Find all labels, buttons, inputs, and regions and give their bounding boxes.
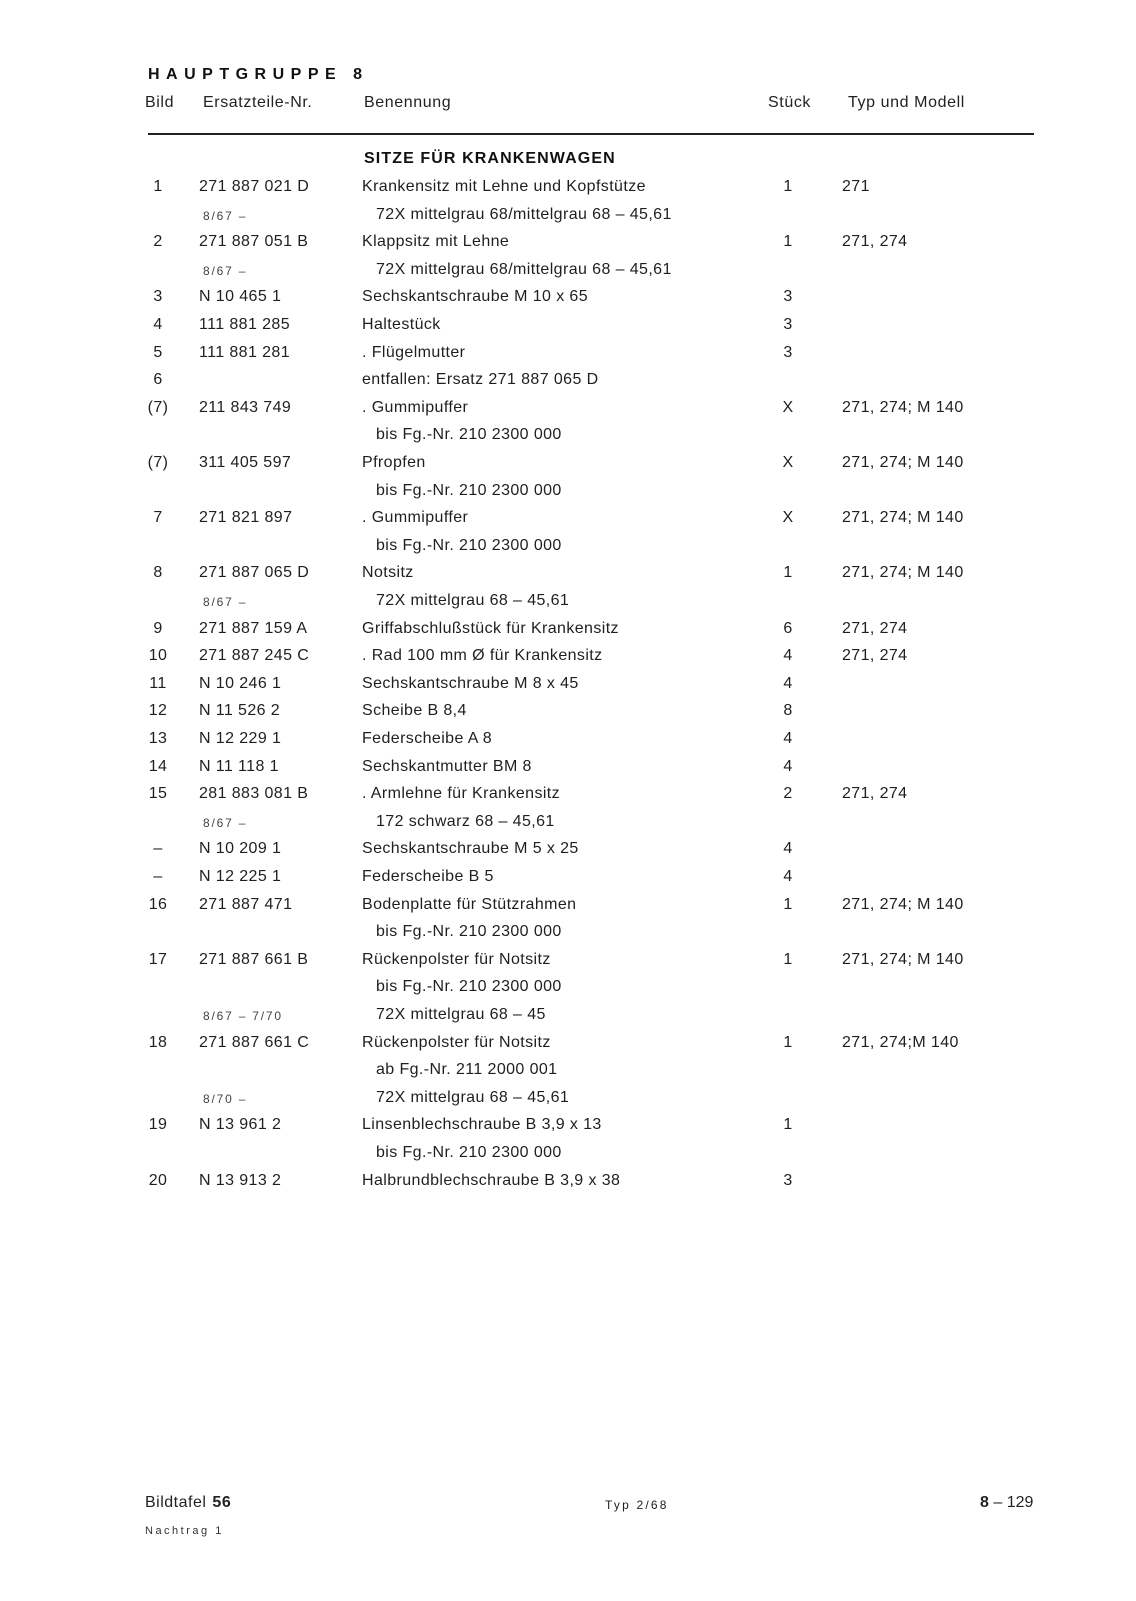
table-row <box>0 454 1136 478</box>
table-row <box>0 564 1136 588</box>
part-number-cell: N 13 913 2 <box>199 1171 282 1189</box>
group-title: HAUPTGRUPPE 8 <box>148 66 369 83</box>
quantity-cell: X <box>782 454 794 471</box>
part-number-cell: 271 887 661 B <box>199 950 309 968</box>
part-number-cell: 281 883 081 B <box>199 785 309 803</box>
description-cell: . Gummipuffer <box>362 398 469 416</box>
quantity-cell: 2 <box>783 785 793 803</box>
table-row <box>0 675 1136 699</box>
table-row <box>0 620 1136 644</box>
description-cell: Haltestück <box>362 316 441 333</box>
description-cell: bis Fg.-Nr. 210 2300 000 <box>376 1144 562 1161</box>
table-subrow <box>0 1061 1136 1085</box>
quantity-cell: 3 <box>783 316 793 333</box>
bild-cell: 13 <box>148 730 168 747</box>
bild-cell: (7) <box>147 454 169 471</box>
description-cell: Halbrundblechschraube B 3,9 x 38 <box>362 1171 621 1189</box>
table-row <box>0 1034 1136 1058</box>
type-model-cell: 271, 274;M 140 <box>842 1033 959 1051</box>
part-number-cell: 8/67 – <box>203 208 248 223</box>
table-row <box>0 896 1136 920</box>
bild-cell: 4 <box>153 316 163 333</box>
description-cell: 72X mittelgrau 68 – 45,61 <box>376 592 570 609</box>
column-header-typ-modell: Typ und Modell <box>848 94 965 111</box>
quantity-cell: 1 <box>783 950 793 968</box>
table-subrow <box>0 978 1136 1002</box>
footer-bildtafel-number: 56 <box>212 1494 232 1511</box>
description-cell: Bodenplatte für Stützrahmen <box>362 895 577 913</box>
table-subrow <box>0 592 1136 616</box>
bild-cell: 8 <box>153 564 163 582</box>
table-row <box>0 233 1136 257</box>
description-cell: Sechskantschraube M 5 x 25 <box>362 840 579 858</box>
part-number-cell: 8/67 – <box>203 595 248 609</box>
description-cell: Scheibe B 8,4 <box>362 702 467 720</box>
part-number-cell: 8/67 – <box>203 815 248 830</box>
description-cell: Griffabschlußstück für Krankensitz <box>362 619 619 637</box>
bild-cell: 3 <box>153 288 163 306</box>
description-cell: 172 schwarz 68 – 45,61 <box>376 812 555 830</box>
table-row <box>0 399 1136 423</box>
quantity-cell: 3 <box>783 343 793 361</box>
bild-cell: 12 <box>148 702 168 720</box>
type-model-cell: 271, 274 <box>842 619 908 637</box>
part-number-cell: N 11 526 2 <box>199 702 281 720</box>
quantity-cell: 4 <box>783 868 793 885</box>
table-subrow <box>0 1006 1136 1030</box>
description-cell: bis Fg.-Nr. 210 2300 000 <box>376 978 562 996</box>
footer-page-number: – 129 <box>993 1494 1034 1511</box>
header-rule <box>148 133 1034 135</box>
description-cell: Rückenpolster für Notsitz <box>362 950 551 968</box>
quantity-cell: 1 <box>783 1033 793 1051</box>
description-cell: 72X mittelgrau 68 – 45,61 <box>376 1088 570 1106</box>
type-model-cell: 271, 274; M 140 <box>842 950 964 968</box>
description-cell: Rückenpolster für Notsitz <box>362 1033 551 1051</box>
part-number-cell: N 13 961 2 <box>199 1116 282 1134</box>
part-number-cell: 8/67 – 7/70 <box>203 1009 283 1023</box>
part-number-cell: N 10 246 1 <box>199 674 282 692</box>
footer-page-group: 8 <box>980 1494 989 1511</box>
part-number-cell: 271 887 159 A <box>199 619 308 637</box>
bild-cell: 9 <box>153 619 163 637</box>
table-subrow <box>0 923 1136 947</box>
table-row <box>0 344 1136 368</box>
part-number-cell: N 11 118 1 <box>199 757 279 775</box>
footer-bildtafel-label: Bildtafel <box>145 1494 207 1511</box>
bild-cell: 15 <box>148 785 168 803</box>
part-number-cell: 111 881 285 <box>199 316 291 333</box>
bild-cell: 18 <box>148 1033 168 1051</box>
part-number-cell: 111 881 281 <box>199 343 291 361</box>
type-model-cell: 271, 274 <box>842 785 908 803</box>
footer-nachtrag: Nachtrag 1 <box>145 1525 224 1537</box>
column-header-bild: Bild <box>145 94 175 111</box>
table-subrow <box>0 426 1136 450</box>
description-cell: bis Fg.-Nr. 210 2300 000 <box>376 426 562 444</box>
bild-cell: 6 <box>153 371 163 389</box>
description-cell: entfallen: Ersatz 271 887 065 D <box>362 371 599 389</box>
part-number-cell: 271 887 245 C <box>199 647 310 665</box>
part-number-cell: 8/67 – <box>203 263 248 278</box>
type-model-cell: 271, 274; M 140 <box>842 454 964 471</box>
description-cell: . Flügelmutter <box>362 343 466 361</box>
bild-cell: 17 <box>148 950 168 968</box>
bild-cell: 5 <box>153 343 163 361</box>
quantity-cell: 1 <box>783 233 793 251</box>
table-row <box>0 1116 1136 1140</box>
quantity-cell: X <box>782 509 794 527</box>
part-number-cell: N 12 229 1 <box>199 730 282 747</box>
bild-cell: 16 <box>148 895 168 913</box>
description-cell: 72X mittelgrau 68/mittelgrau 68 – 45,61 <box>376 205 672 223</box>
part-number-cell: 271 887 065 D <box>199 564 310 582</box>
description-cell: . Gummipuffer <box>362 509 469 527</box>
table-subrow <box>0 261 1136 285</box>
table-row <box>0 730 1136 754</box>
bild-cell: 20 <box>148 1171 168 1189</box>
part-number-cell: 271 887 021 D <box>199 178 310 195</box>
footer-page <box>980 1494 1033 1512</box>
section-title: SITZE FÜR KRANKENWAGEN <box>364 150 616 167</box>
description-cell: Sechskantschraube M 10 x 65 <box>362 288 589 306</box>
quantity-cell: 1 <box>783 178 793 195</box>
bild-cell: 19 <box>148 1116 168 1134</box>
table-subrow <box>0 1089 1136 1113</box>
footer-typ: Typ 2/68 <box>605 1498 669 1512</box>
quantity-cell: 6 <box>783 619 793 637</box>
part-number-cell: 271 887 661 C <box>199 1033 310 1051</box>
type-model-cell: 271, 274; M 140 <box>842 398 964 416</box>
description-cell: bis Fg.-Nr. 210 2300 000 <box>376 536 562 554</box>
part-number-cell: N 10 209 1 <box>199 840 282 858</box>
bild-cell: 1 <box>153 178 163 195</box>
description-cell: Linsenblechschraube B 3,9 x 13 <box>362 1116 602 1134</box>
bild-cell: 14 <box>148 757 168 775</box>
part-number-cell: 311 405 597 <box>199 454 292 471</box>
type-model-cell: 271, 274; M 140 <box>842 509 964 527</box>
description-cell: . Armlehne für Krankensitz <box>362 785 561 803</box>
part-number-cell: 271 887 051 B <box>199 233 309 251</box>
table-row <box>0 702 1136 726</box>
bild-cell: 11 <box>149 674 167 692</box>
bild-cell: 2 <box>153 233 163 251</box>
table-row <box>0 509 1136 533</box>
description-cell: bis Fg.-Nr. 210 2300 000 <box>376 481 562 499</box>
footer-bildtafel <box>145 1494 231 1512</box>
quantity-cell: 4 <box>783 674 793 692</box>
type-model-cell: 271, 274 <box>842 647 908 665</box>
type-model-cell: 271, 274; M 140 <box>842 895 964 913</box>
table-subrow <box>0 1144 1136 1168</box>
quantity-cell: X <box>782 398 794 416</box>
table-row <box>0 840 1136 864</box>
table-row <box>0 316 1136 340</box>
bild-cell: 7 <box>153 509 163 527</box>
description-cell: Federscheibe A 8 <box>362 730 493 747</box>
table-row <box>0 785 1136 809</box>
quantity-cell: 4 <box>783 840 793 858</box>
quantity-cell: 4 <box>783 757 793 775</box>
table-row <box>0 868 1136 892</box>
description-cell: Sechskantmutter BM 8 <box>362 757 532 775</box>
bild-cell: – <box>153 840 163 858</box>
bild-cell: 10 <box>148 647 168 665</box>
type-model-cell: 271, 274 <box>842 233 908 251</box>
description-cell: Notsitz <box>362 564 414 582</box>
quantity-cell: 4 <box>783 647 793 665</box>
quantity-cell: 1 <box>783 564 793 582</box>
part-number-cell: 271 821 897 <box>199 509 293 527</box>
column-header-benennung: Benennung <box>364 94 452 111</box>
table-subrow <box>0 813 1136 837</box>
part-number-cell: N 12 225 1 <box>199 868 282 885</box>
bild-cell: (7) <box>147 398 169 416</box>
part-number-cell: 271 887 471 <box>199 895 293 913</box>
description-cell: . Rad 100 mm Ø für Krankensitz <box>362 647 603 665</box>
description-cell: bis Fg.-Nr. 210 2300 000 <box>376 923 562 941</box>
part-number-cell: 8/70 – <box>203 1091 248 1106</box>
quantity-cell: 1 <box>783 1116 793 1134</box>
part-number-cell: 211 843 749 <box>199 398 292 416</box>
description-cell: Krankensitz mit Lehne und Kopfstütze <box>362 178 646 195</box>
table-subrow <box>0 537 1136 561</box>
quantity-cell: 3 <box>783 288 793 306</box>
type-model-cell: 271 <box>842 178 870 195</box>
table-row <box>0 758 1136 782</box>
table-row <box>0 951 1136 975</box>
type-model-cell: 271, 274; M 140 <box>842 564 964 582</box>
table-row <box>0 647 1136 671</box>
column-header-ersatzteile-nr: Ersatzteile-Nr. <box>203 94 313 111</box>
table-row <box>0 371 1136 395</box>
table-row <box>0 1172 1136 1196</box>
part-number-cell: N 10 465 1 <box>199 288 282 306</box>
description-cell: Klappsitz mit Lehne <box>362 233 510 251</box>
quantity-cell: 8 <box>783 702 793 720</box>
column-header-stueck: Stück <box>768 94 812 111</box>
description-cell: ab Fg.-Nr. 211 2000 001 <box>376 1061 558 1079</box>
quantity-cell: 4 <box>783 730 793 747</box>
bild-cell: – <box>153 868 163 885</box>
table-row <box>0 288 1136 312</box>
description-cell: Pfropfen <box>362 454 426 471</box>
table-subrow <box>0 482 1136 506</box>
description-cell: Federscheibe B 5 <box>362 868 494 885</box>
table-row <box>0 178 1136 202</box>
table-subrow <box>0 206 1136 230</box>
quantity-cell: 1 <box>783 895 793 913</box>
quantity-cell: 3 <box>783 1171 793 1189</box>
description-cell: Sechskantschraube M 8 x 45 <box>362 674 579 692</box>
description-cell: 72X mittelgrau 68/mittelgrau 68 – 45,61 <box>376 260 672 278</box>
description-cell: 72X mittelgrau 68 – 45 <box>376 1006 546 1023</box>
